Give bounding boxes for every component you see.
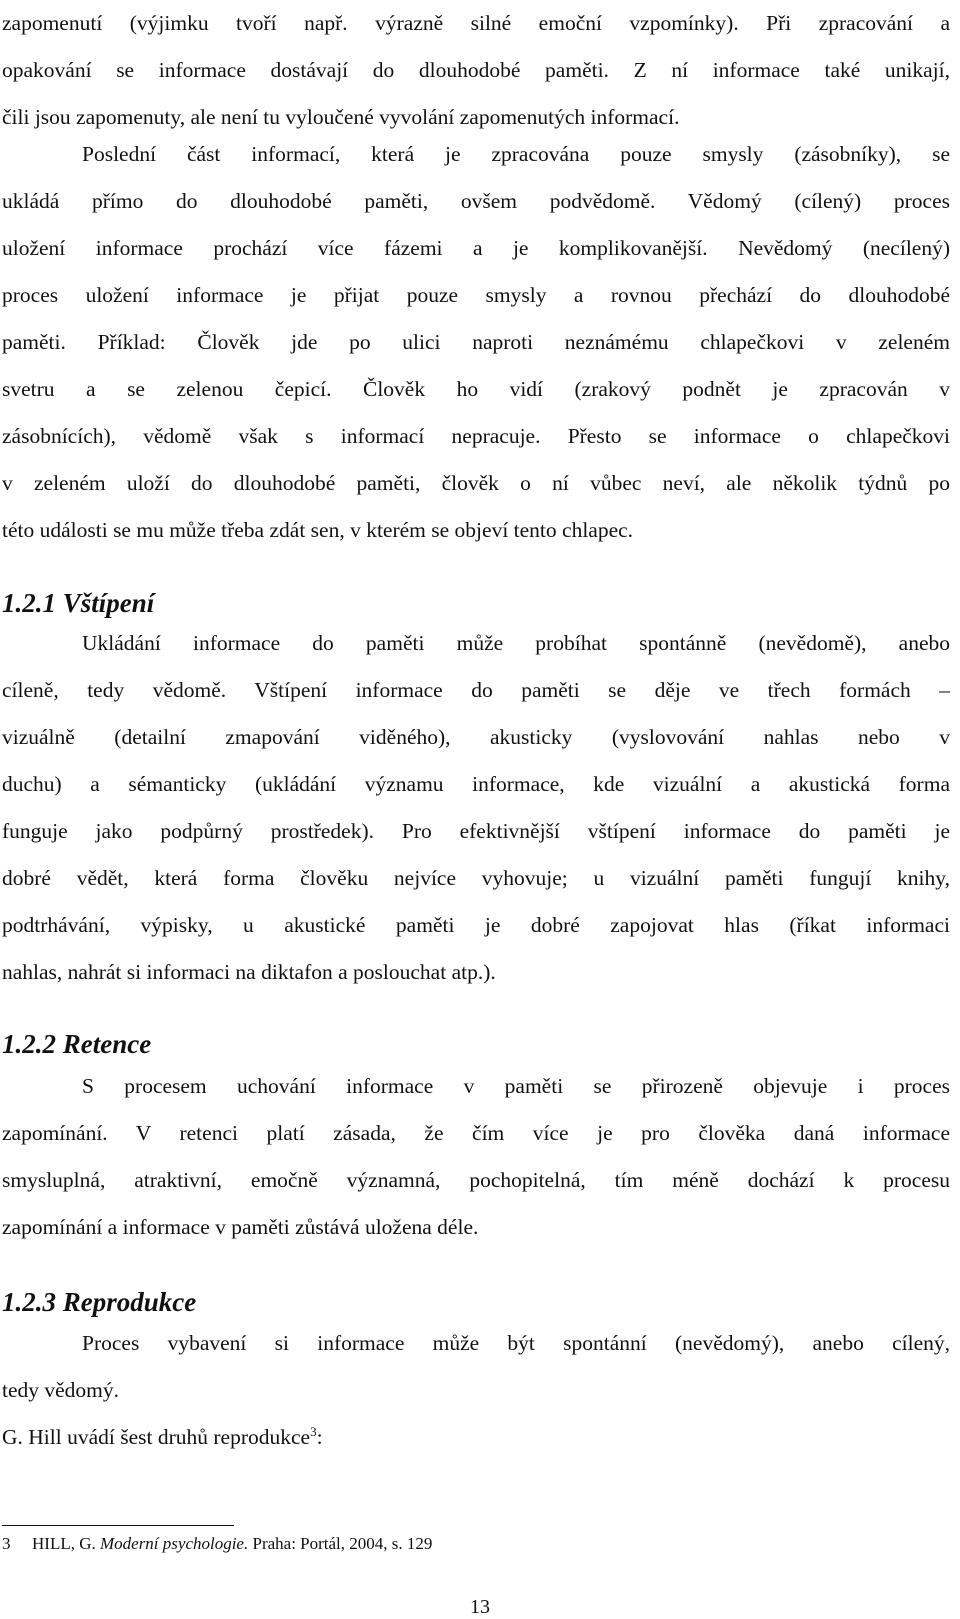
text-line: svetru a se zelenou čepicí. Člověk ho vidí (zrakový podnět je zpracován v: [2, 377, 950, 401]
text-line: čili jsou zapomenuty, ale není tu vyloučené vyvolání zapomenutých informací.: [2, 105, 680, 129]
text-line: paměti. Příklad: Člověk jde po ulici naproti neznámému chlapečkovi v zeleném: [2, 330, 950, 354]
text-line: vizuálně (detailní zmapování viděného), akusticky (vyslovování nahlas nebo v: [2, 725, 950, 749]
text-line: zásobnících), vědomě však s informací nepracuje. Přesto se informace o chlapečkovi: [2, 424, 950, 448]
text-line: uložení informace prochází více fázemi a je komplikovanější. Nevědomý (necílený): [2, 236, 950, 260]
footnote-number: 3: [2, 1534, 11, 1553]
text-line: této události se mu může třeba zdát sen, v kterém se objeví tento chlapec.: [2, 518, 634, 542]
text-line: S procesem uchování informace v paměti se přirozeně objevuje i proces: [82, 1074, 950, 1098]
footnote-title: Moderní psychologie.: [99, 1534, 249, 1553]
hill-sentence-text: G. Hill uvádí šest druhů reprodukce: [2, 1425, 311, 1449]
footnote-separator: [2, 1525, 234, 1526]
text-line: zapomenutí (výjimku tvoří např. výrazně silné emoční vzpomínky). Při zpracování a: [2, 11, 950, 35]
text-line: zapomínání a informace v paměti zůstává uložena déle.: [2, 1215, 479, 1239]
footnote: [2, 1533, 432, 1555]
text-line: Proces vybavení si informace může být spontánní (nevědomý), anebo cílený,: [82, 1331, 950, 1355]
paragraph-unconscious-storage: [2, 131, 950, 554]
footnote-reference[interactable]: 3: [310, 1423, 317, 1439]
section-retence-body: [2, 1063, 950, 1251]
text-line: v zeleném uloží do dlouhodobé paměti, člověk o ní vůbec neví, ale několik týdnů po: [2, 471, 950, 495]
text-line: cíleně, tedy vědomě. Vštípení informace do paměti se děje ve třech formách –: [2, 678, 950, 702]
text-line: dobré vědět, která forma člověku nejvíce vyhovuje; u vizuální paměti fungují knihy,: [2, 866, 950, 890]
text-line: zapomínání. V retenci platí zásada, že čím více je pro člověka daná informace: [2, 1121, 950, 1145]
text-line: nahlas, nahrát si informaci na diktafon a poslouchat atp.).: [2, 960, 496, 984]
section-heading-retence: 1.2.2 Retence: [2, 1029, 152, 1059]
section-heading-vstipeni: 1.2.1 Vštípení: [2, 588, 155, 618]
text-line: funguje jako podpůrný prostředek). Pro efektivnější vštípení informace do paměti je: [2, 819, 950, 843]
section-heading-reprodukce: 1.2.3 Reprodukce: [2, 1287, 197, 1317]
text-line: tedy vědomý.: [2, 1378, 120, 1402]
text-line: duchu) a sémanticky (ukládání významu informace, kde vizuální a akustická forma: [2, 772, 950, 796]
text-line: podtrhávání, výpisky, u akustické paměti je dobré zapojovat hlas (říkat informaci: [2, 913, 950, 937]
text-line: proces uložení informace je přijat pouze smysly a rovnou přechází do dlouhodobé: [2, 283, 950, 307]
footnote-author: HILL, G.: [32, 1534, 96, 1553]
text-line: smysluplná, atraktivní, emočně významná, pochopitelná, tím méně dochází k procesu: [2, 1168, 950, 1192]
hill-sentence: [2, 1414, 950, 1461]
text-line: Ukládání informace do paměti může probíhat spontánně (nevědomě), anebo: [82, 631, 950, 655]
text-line: ukládá přímo do dlouhodobé paměti, ovšem podvědomě. Vědomý (cílený) proces: [2, 189, 950, 213]
footnote-publisher: Praha: Portál, 2004, s. 129: [252, 1534, 433, 1553]
text-line: opakování se informace dostávají do dlouhodobé paměti. Z ní informace také unikají,: [2, 58, 950, 82]
page-number: 13: [470, 1596, 490, 1618]
intro-paragraph: [2, 0, 950, 141]
section-vstipeni-body: [2, 620, 950, 996]
hill-sentence-colon: :: [316, 1425, 323, 1449]
section-reprodukce-body: [2, 1320, 950, 1461]
text-line: Poslední část informací, která je zpracována pouze smysly (zásobníky), se: [82, 142, 950, 166]
